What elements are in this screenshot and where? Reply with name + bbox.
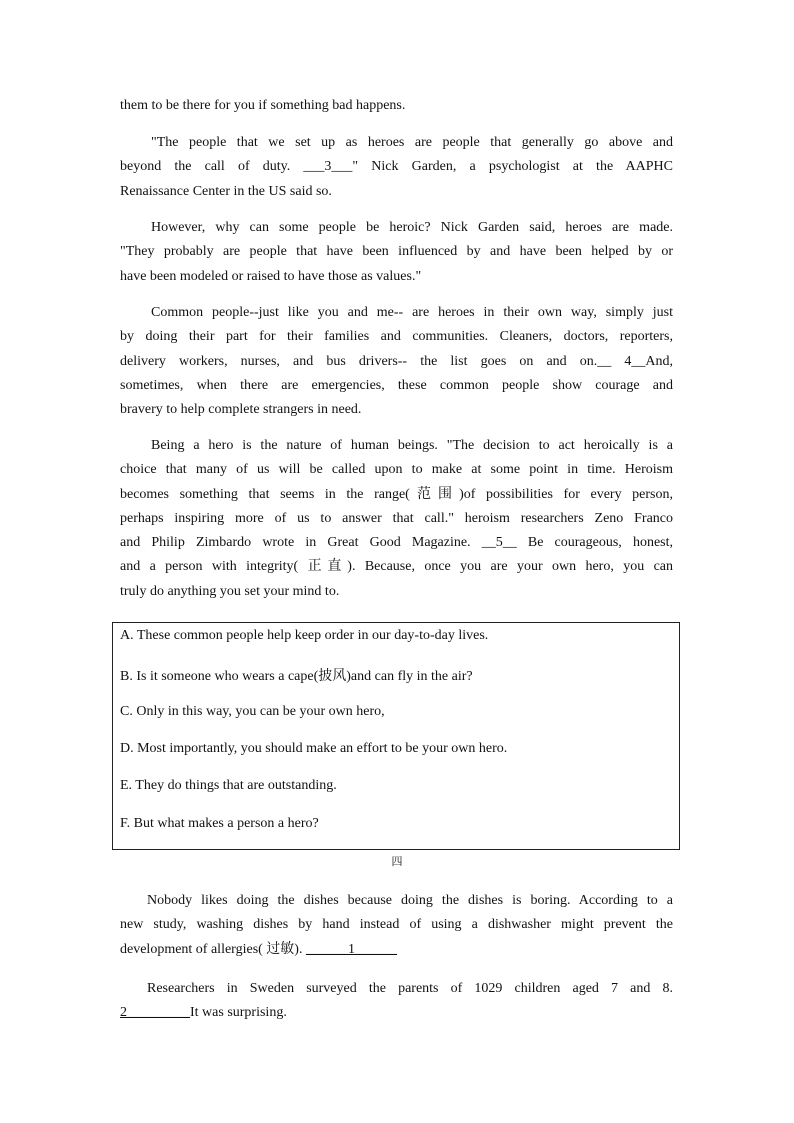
text-line: sometimes, when there are emergencies, these common people show courage and <box>120 377 673 393</box>
paragraph-common-people <box>120 301 673 422</box>
text-line: Nobody likes doing the dishes because doing the dishes is boring. According to a <box>147 893 673 908</box>
paragraph-heroes-definition <box>120 131 673 204</box>
blank-2: 2_________ <box>120 1005 190 1021</box>
text-line: "They probably are people that have been influenced by and have been helped by or <box>120 244 673 260</box>
option-f: F. But what makes a person a hero? <box>120 816 319 831</box>
paragraph-sweden-survey <box>120 977 673 1026</box>
text-line: and a person with integrity( 正直). Because, once you are your own hero, you can <box>120 559 673 575</box>
text-line: becomes something that seems in the range(范围)of possibilities for every person, <box>120 486 673 502</box>
text-line: bravery to help complete strangers in need. <box>120 402 362 418</box>
text-line: truly do anything you set your mind to. <box>120 583 340 599</box>
text-fragment: development of allergies( 过敏). <box>120 941 306 957</box>
option-d: D. Most importantly, you should make an effort to be your own hero. <box>120 741 508 756</box>
text-line: "The people that we set up as heroes are people that generally go above and <box>151 135 673 150</box>
paragraph-heroes-made <box>120 216 673 289</box>
answer-options-box <box>112 622 680 850</box>
text-line: Being a hero is the nature of human beings. "The decision to act heroically is a <box>151 438 673 453</box>
option-a: A. These common people help keep order in our day-to-day lives. <box>120 628 489 643</box>
text-line: and Philip Zimbardo wrote in Great Good Magazine. __5__ Be courageous, honest, <box>120 535 673 551</box>
text-fragment: It was surprising. <box>190 1005 287 1021</box>
text-line: have been modeled or raised to have those as values." <box>120 268 422 284</box>
text-line: beyond the call of duty. ___3___" Nick Garden, a psychologist at the AAPHC <box>120 159 673 175</box>
paragraph-nature-of-hero <box>120 434 673 604</box>
text-line: new study, washing dishes by hand instead of using a dishwasher might prevent the <box>120 917 673 933</box>
text-line: Renaissance Center in the US said so. <box>120 183 332 199</box>
text-line: choice that many of us will be called upon to make at some point in time. Heroism <box>120 462 673 478</box>
text-line: Researchers in Sweden surveyed the parents of 1029 children aged 7 and 8. <box>147 981 673 996</box>
text-line: them to be there for you if something bad happens. <box>120 98 406 113</box>
text-line: Common people--just like you and me-- are heroes in their own way, simply just <box>151 305 673 320</box>
paragraph-dishes <box>120 889 673 962</box>
blank-1: ______1______ <box>305 941 397 957</box>
text-line: perhaps inspiring more of us to answer that call." heroism researchers Zeno Franco <box>120 510 673 526</box>
text-line: by doing their part for their families and communities. Cleaners, doctors, reporters, <box>120 329 673 345</box>
section-number: 四 <box>391 855 403 868</box>
option-b: B. Is it someone who wears a cape(披风)and can fly in the air? <box>120 669 473 684</box>
text-line <box>120 938 673 962</box>
option-e: E. They do things that are outstanding. <box>120 778 337 793</box>
text-line <box>120 1001 673 1025</box>
option-c: C. Only in this way, you can be your own hero, <box>120 704 385 719</box>
paragraph-continuation <box>120 94 673 118</box>
text-line: However, why can some people be heroic? Nick Garden said, heroes are made. <box>151 220 673 235</box>
text-line: delivery workers, nurses, and bus drivers-- the list goes on and on.__ 4__And, <box>120 353 673 369</box>
